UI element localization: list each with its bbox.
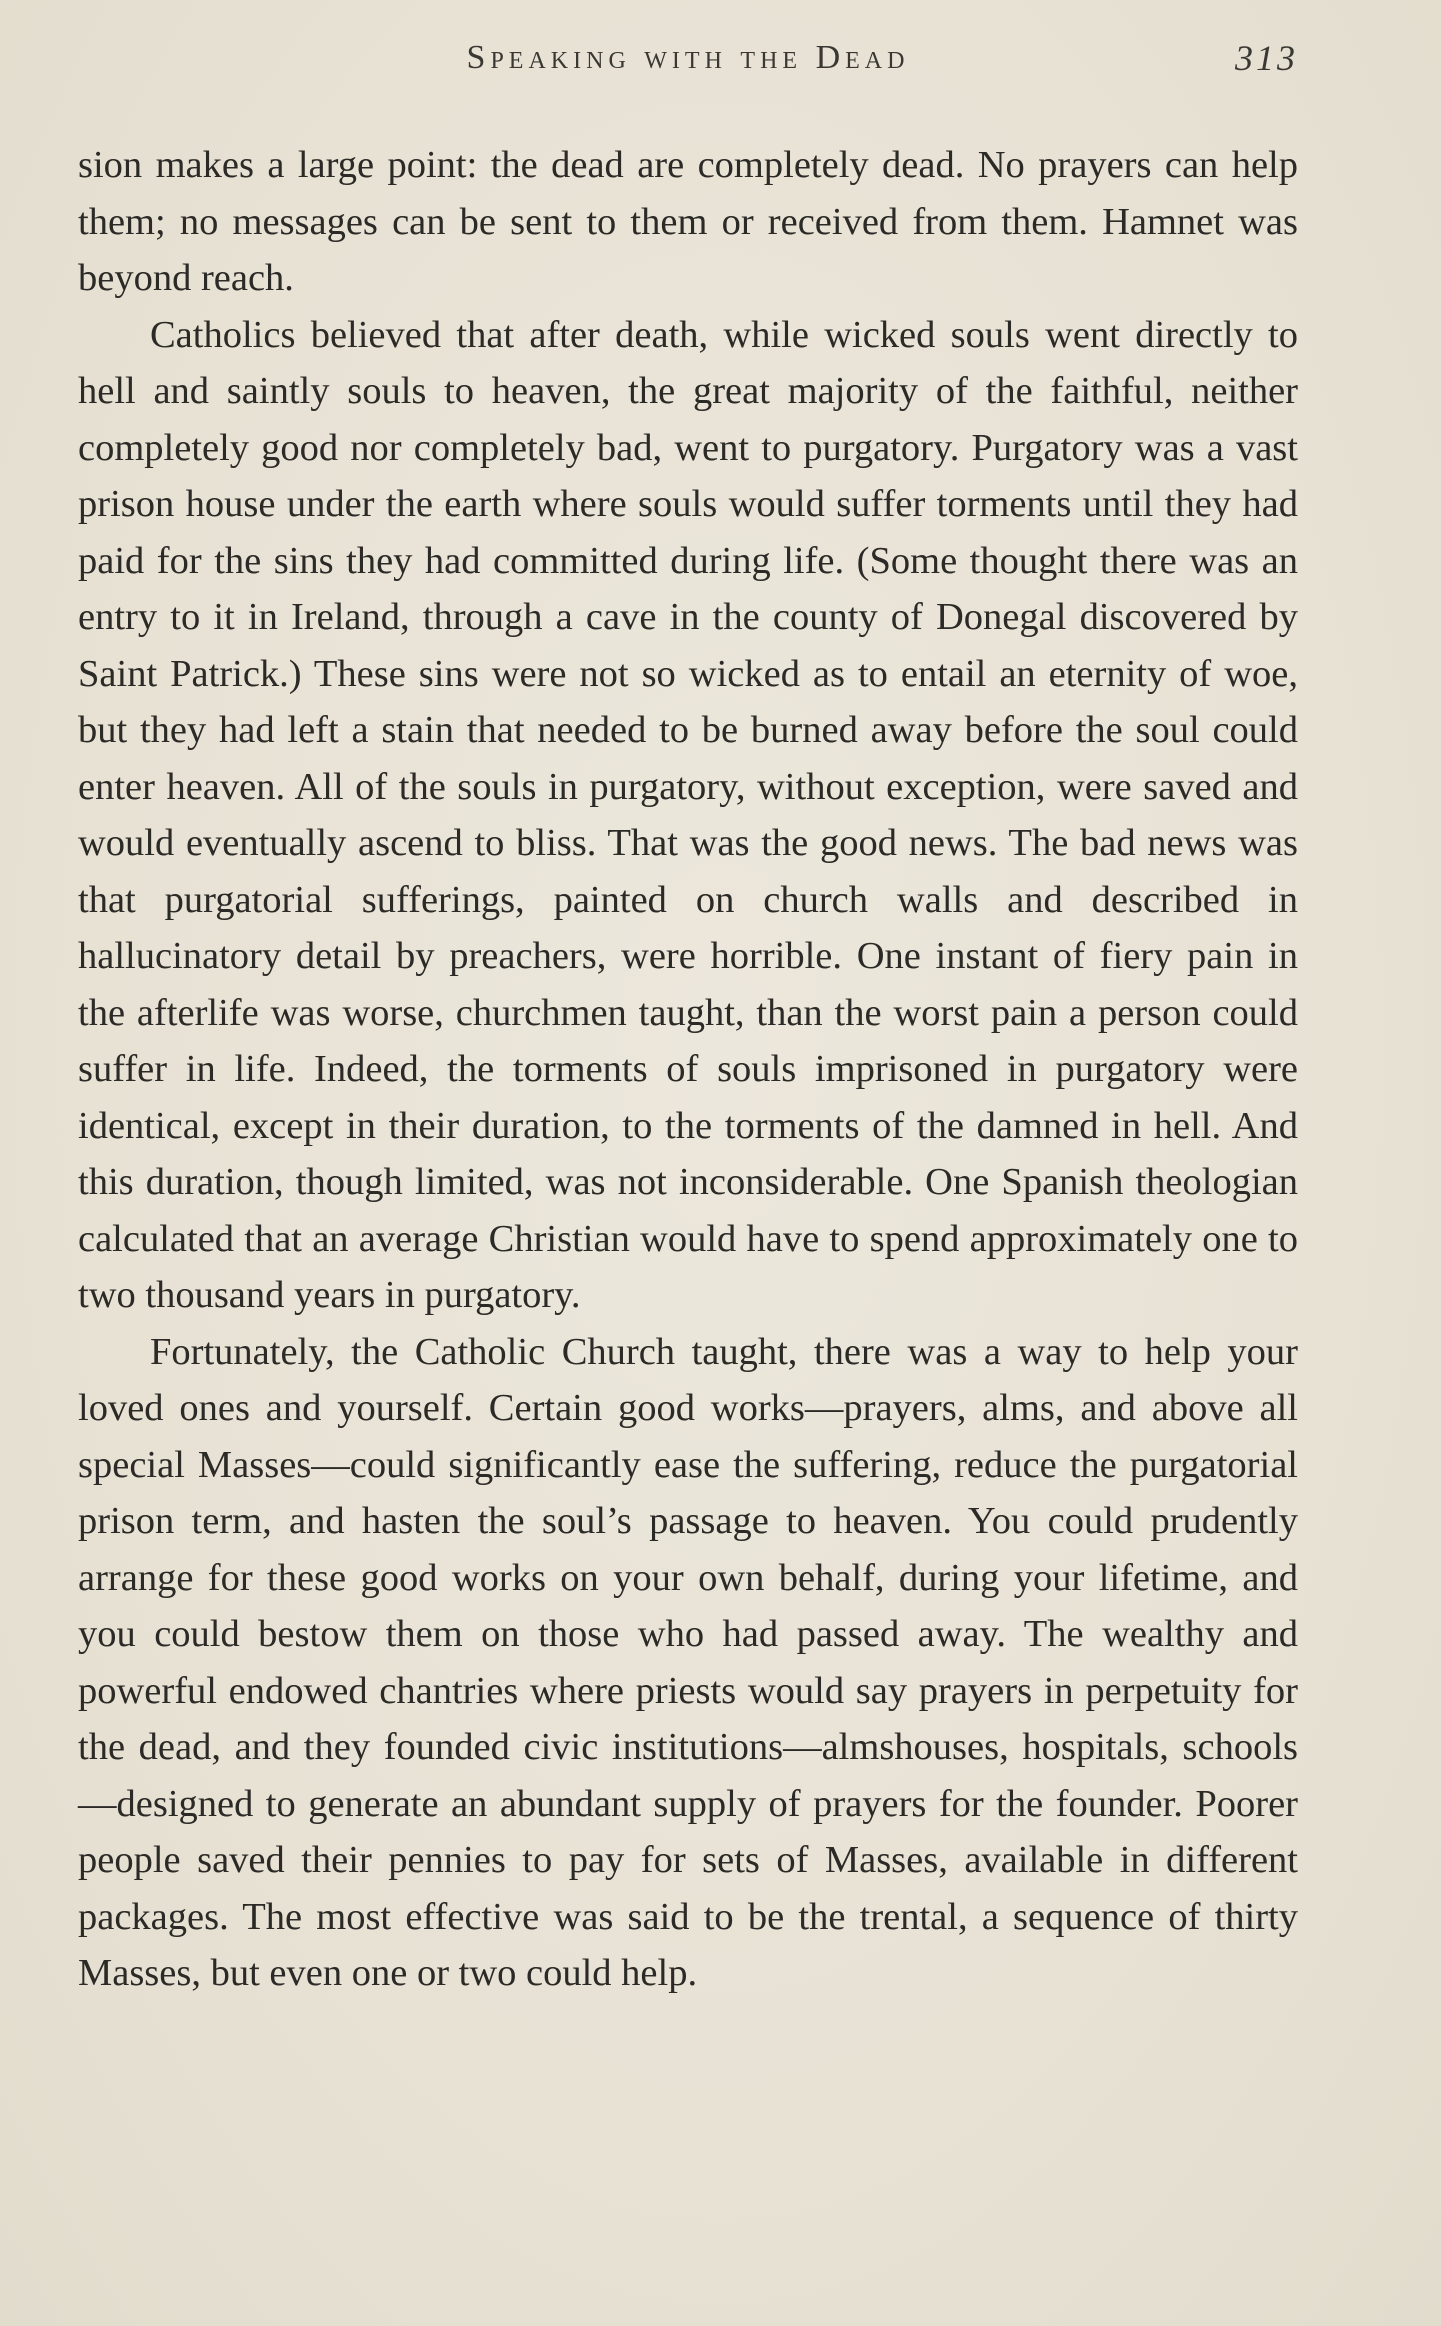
body-text xyxy=(78,137,1298,2002)
running-title: Speaking with the Dead xyxy=(466,39,910,76)
paragraph-purgatory: Catholics believed that after death, while wicked souls went directly to hell and saintly souls to heaven, the great majority of the faithful, neither completely good nor completely bad, went to purgatory. Purgatory was a vast prison house under the earth where souls would suffer torments until they had paid for the sins they had committed during life. (Some thought there was an entry to it in Ireland, through a cave in the county of Donegal discovered by Saint Patrick.) These sins were not so wicked as to entail an eternity of woe, but they had left a stain that needed to be burned away before the soul could enter heaven. All of the souls in purgatory, without exception, were saved and would eventually ascend to bliss. That was the good news. The bad news was that purgatorial sufferings, painted on church walls and described in hallucinatory detail by preachers, were horrible. One instant of fiery pain in the afterlife was worse, churchmen taught, than the worst pain a person could suffer in life. Indeed, the torments of souls imprisoned in purgatory were identical, except in their duration, to the torments of the damned in hell. And this duration, though limited, was not inconsiderable. One Spanish theologian calculated that an average Christian would have to spend approximately one to two thousand years in purgatory. xyxy=(78,313,1298,1316)
page-number: 313 xyxy=(1235,38,1298,78)
paragraph-good-works: Fortunately, the Catholic Church taught, there was a way to help your loved ones and yourself. Certain good works—prayers, alms, and above all special Masses—could significantly ease the suffering, reduce the purgatorial prison term, and hasten the soul’s passage to heaven. You could prudently arrange for these good works on your own behalf, during your lifetime, and you could bestow them on those who had passed away. The wealthy and powerful endowed chantries where priests would say prayers in perpetuity for the dead, and they founded civic institutions—almshouses, hospitals, schools—designed to generate an abundant supply of prayers for the founder. Poorer people saved their pennies to pay for sets of Masses, available in different packages. The most effective was said to be the trental, a sequence of thirty Masses, but even one or two could help. xyxy=(78,1330,1298,1994)
paragraph-continued: sion makes a large point: the dead are completely dead. No prayers can help them; no messages can be sent to them or received from them. Hamnet was beyond reach. xyxy=(78,144,1298,299)
running-header xyxy=(78,36,1298,80)
